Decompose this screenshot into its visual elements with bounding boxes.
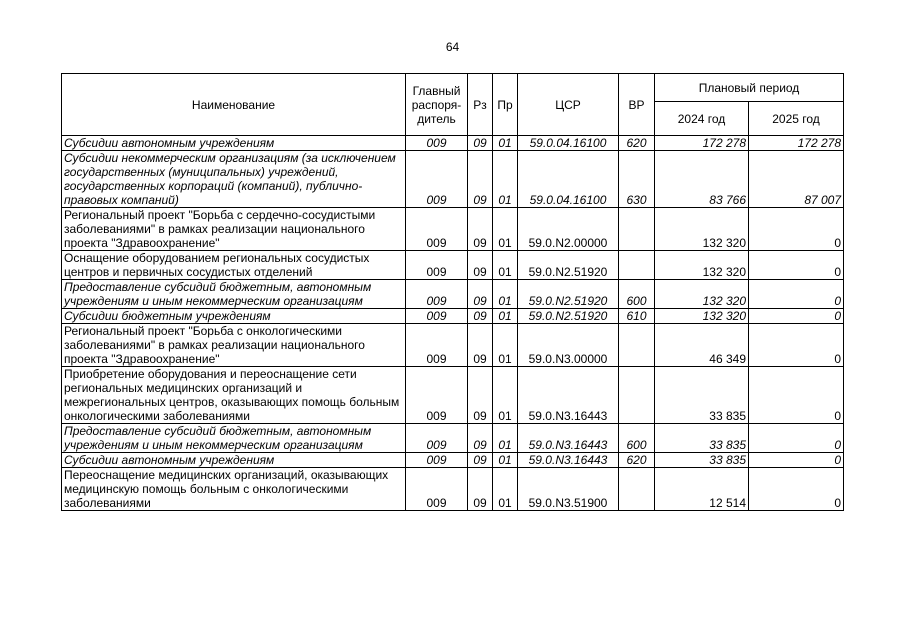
row-amount-2025: 172 278 (749, 136, 844, 151)
header-year-2024: 2024 год (655, 102, 749, 136)
row-amount-2024: 33 835 (655, 453, 749, 468)
row-amount-2025: 87 007 (749, 151, 844, 208)
row-pr: 01 (493, 136, 518, 151)
row-amount-2024: 46 349 (655, 324, 749, 367)
row-manager: 009 (406, 136, 468, 151)
row-name: Приобретение оборудования и переоснащение сети региональных медицинских организаций и межрегиональных центров, оказывающих помощь больным онкологическими заболеваниями (62, 367, 406, 424)
row-name: Предоставление субсидий бюджетным, автономным учреждениям и иным некоммерческим организациям (62, 424, 406, 453)
row-vr: 600 (619, 424, 655, 453)
budget-table (61, 73, 844, 511)
row-amount-2025: 0 (749, 251, 844, 280)
row-pr: 01 (493, 280, 518, 309)
row-manager: 009 (406, 151, 468, 208)
row-pr: 01 (493, 453, 518, 468)
row-vr: 630 (619, 151, 655, 208)
row-rz: 09 (468, 453, 493, 468)
row-rz: 09 (468, 151, 493, 208)
header-planned-period: Плановый период (655, 74, 844, 102)
table-row (62, 208, 844, 251)
row-csr: 59.0.N3.00000 (518, 324, 619, 367)
header-vr: ВР (619, 74, 655, 136)
table-row (62, 251, 844, 280)
row-amount-2025: 0 (749, 367, 844, 424)
row-csr: 59.0.N2.00000 (518, 208, 619, 251)
row-rz: 09 (468, 468, 493, 511)
row-amount-2025: 0 (749, 468, 844, 511)
row-amount-2025: 0 (749, 453, 844, 468)
row-csr: 59.0.N3.16443 (518, 367, 619, 424)
row-vr (619, 468, 655, 511)
table-row (62, 309, 844, 324)
row-csr: 59.0.N2.51920 (518, 280, 619, 309)
row-vr (619, 324, 655, 367)
table-body (62, 136, 844, 511)
row-csr: 59.0.N3.51900 (518, 468, 619, 511)
row-amount-2025: 0 (749, 424, 844, 453)
row-vr (619, 208, 655, 251)
row-csr: 59.0.04.16100 (518, 151, 619, 208)
row-name: Предоставление субсидий бюджетным, автономным учреждениям и иным некоммерческим организациям (62, 280, 406, 309)
row-csr: 59.0.N2.51920 (518, 309, 619, 324)
row-name: Субсидии автономным учреждениям (62, 136, 406, 151)
row-amount-2024: 132 320 (655, 208, 749, 251)
row-name: Субсидии автономным учреждениям (62, 453, 406, 468)
row-pr: 01 (493, 468, 518, 511)
row-rz: 09 (468, 251, 493, 280)
row-pr: 01 (493, 151, 518, 208)
row-manager: 009 (406, 208, 468, 251)
table-row (62, 280, 844, 309)
row-amount-2025: 0 (749, 309, 844, 324)
header-rz: Рз (468, 74, 493, 136)
header-manager (406, 74, 468, 136)
row-manager: 009 (406, 280, 468, 309)
row-name: Субсидии некоммерческим организациям (за исключением государственных (муниципальных) учреждений, государственных корпораций (компаний), публично-правовых компаний) (62, 151, 406, 208)
row-amount-2025: 0 (749, 280, 844, 309)
row-manager: 009 (406, 468, 468, 511)
row-name: Субсидии бюджетным учреждениям (62, 309, 406, 324)
row-name: Переоснащение медицинских организаций, оказывающих медицинскую помощь больным с онкологическими заболеваниями (62, 468, 406, 511)
row-csr: 59.0.04.16100 (518, 136, 619, 151)
row-vr: 620 (619, 136, 655, 151)
row-rz: 09 (468, 324, 493, 367)
row-amount-2024: 33 835 (655, 367, 749, 424)
header-manager-line3: дитель (417, 111, 456, 126)
header-year-2025: 2025 год (749, 102, 844, 136)
row-pr: 01 (493, 208, 518, 251)
row-vr (619, 251, 655, 280)
row-csr: 59.0.N3.16443 (518, 424, 619, 453)
row-pr: 01 (493, 324, 518, 367)
row-amount-2024: 132 320 (655, 309, 749, 324)
table-row (62, 468, 844, 511)
row-amount-2025: 0 (749, 208, 844, 251)
row-pr: 01 (493, 309, 518, 324)
row-manager: 009 (406, 367, 468, 424)
table-row (62, 136, 844, 151)
table-row (62, 151, 844, 208)
row-rz: 09 (468, 367, 493, 424)
row-amount-2024: 83 766 (655, 151, 749, 208)
row-vr: 600 (619, 280, 655, 309)
row-vr (619, 367, 655, 424)
header-manager-line1: Главный (412, 83, 461, 98)
table-row (62, 324, 844, 367)
row-amount-2024: 33 835 (655, 424, 749, 453)
row-rz: 09 (468, 136, 493, 151)
row-amount-2024: 12 514 (655, 468, 749, 511)
row-name: Региональный проект "Борьба с онкологическими заболеваниями" в рамках реализации национального проекта "Здравоохранение" (62, 324, 406, 367)
row-amount-2024: 132 320 (655, 251, 749, 280)
header-csr: ЦСР (518, 74, 619, 136)
page-number: 64 (445, 40, 460, 54)
row-vr: 610 (619, 309, 655, 324)
row-amount-2024: 132 320 (655, 280, 749, 309)
row-pr: 01 (493, 367, 518, 424)
table-header (62, 74, 844, 136)
row-name: Региональный проект "Борьба с сердечно-сосудистыми заболеваниями" в рамках реализации национального проекта "Здравоохранение" (62, 208, 406, 251)
header-name: Наименование (62, 74, 406, 136)
row-rz: 09 (468, 280, 493, 309)
row-vr: 620 (619, 453, 655, 468)
row-csr: 59.0.N2.51920 (518, 251, 619, 280)
row-manager: 009 (406, 324, 468, 367)
header-pr: Пр (493, 74, 518, 136)
row-rz: 09 (468, 208, 493, 251)
row-manager: 009 (406, 424, 468, 453)
row-amount-2024: 172 278 (655, 136, 749, 151)
row-pr: 01 (493, 251, 518, 280)
table-row (62, 367, 844, 424)
table-row (62, 453, 844, 468)
row-csr: 59.0.N3.16443 (518, 453, 619, 468)
row-pr: 01 (493, 424, 518, 453)
row-rz: 09 (468, 424, 493, 453)
row-manager: 009 (406, 453, 468, 468)
header-manager-line2: распоря- (411, 97, 462, 112)
row-manager: 009 (406, 251, 468, 280)
row-manager: 009 (406, 309, 468, 324)
row-amount-2025: 0 (749, 324, 844, 367)
table-row (62, 424, 844, 453)
row-name: Оснащение оборудованием региональных сосудистых центров и первичных сосудистых отделений (62, 251, 406, 280)
row-rz: 09 (468, 309, 493, 324)
